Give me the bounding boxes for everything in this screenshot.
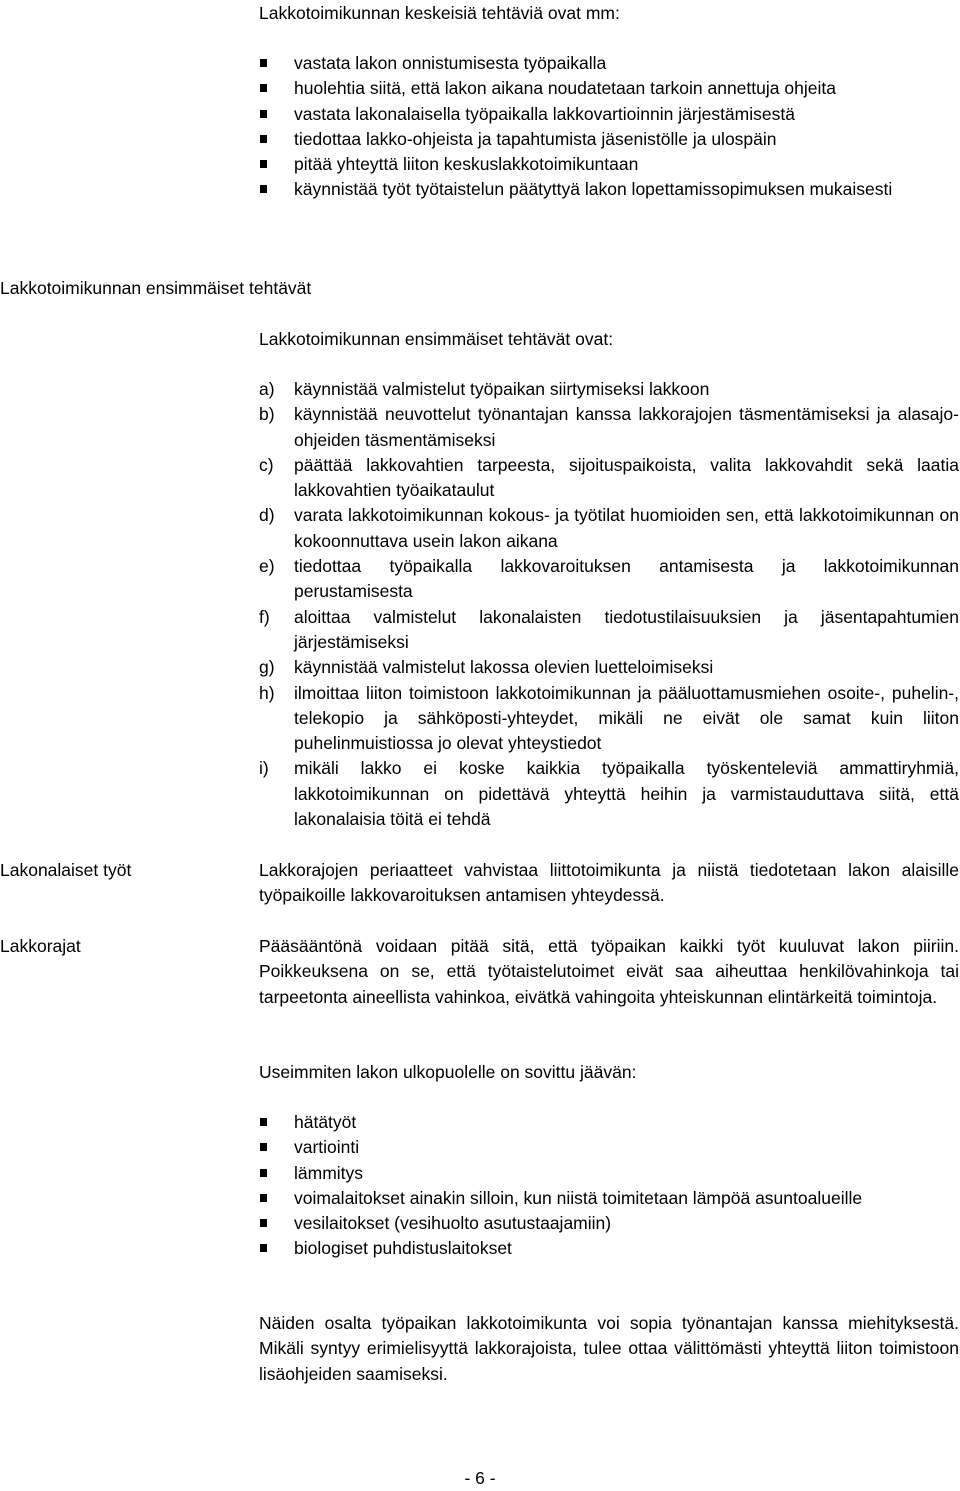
list-item: biologiset puhdistuslaitokset — [259, 1236, 959, 1261]
square-bullet-icon — [260, 1244, 267, 1252]
intro-heading: Lakkotoimikunnan keskeisiä tehtäviä ovat mm: — [259, 3, 620, 23]
side-label-first-tasks: Lakkotoimikunnan ensimmäiset tehtävät — [0, 278, 312, 298]
exclusions-list — [259, 1110, 959, 1262]
square-bullet-icon — [260, 59, 267, 67]
first-tasks-heading: Lakkotoimikunnan ensimmäiset tehtävät ovat: — [259, 329, 614, 349]
list-item: b) käynnistää neuvottelut työnantajan kanssa lakkorajojen täsmentämiseksi ja alasajo-ohjeiden täsmentämiseksi — [259, 404, 959, 450]
list-item: tiedottaa lakko-ohjeista ja tapahtumista jäsenistölle ja ulospäin — [259, 127, 959, 152]
list-item: käynnistää työt työtaistelun päätyttyä lakon lopettamissopimuksen mukaisesti — [259, 177, 959, 202]
square-bullet-icon — [260, 1169, 267, 1177]
square-bullet-icon — [260, 110, 267, 118]
list-item: f) aloittaa valmistelut lakonalaisten tiedotustilaisuuksien ja jäsentapahtumien järjestämiseksi — [259, 606, 959, 652]
list-item: d) varata lakkotoimikunnan kokous- ja työtilat huomioiden sen, että lakkotoimikunnan on kokoonnuttava usein lakon aikana — [259, 505, 959, 551]
list-item: lämmitys — [259, 1161, 959, 1186]
list-item: c) päättää lakkovahtien tarpeesta, sijoituspaikoista, valita lakkovahdit sekä laatia lakkovahtien työaikataulut — [259, 454, 959, 501]
list-item: i) mikäli lakko ei koske kaikkia työpaikalla työskenteleviä ammattiryhmiä, lakkotoimikunnan on pidettävä yhteyttä heihin ja varmistauduttava siitä, että lakonalaisia töitä ei tehdä — [259, 758, 959, 830]
side-label-strike-limits: Lakkorajat — [0, 936, 81, 956]
square-bullet-icon — [260, 1118, 267, 1126]
list-item: h) ilmoittaa liiton toimistoon lakkotoimikunnan ja pääluottamusmiehen osoite-, puhelin-, telekopio ja sähköposti-yhteydet, mikäli ne eivät ole samat kuin liiton puhelinmuistiossa jo olevat yhteystiedot — [259, 682, 959, 754]
list-item: vastata lakonalaisella työpaikalla lakkovartioinnin järjestämisestä — [259, 102, 959, 127]
list-item: vesilaitokset (vesihuolto asutustaajamiin) — [259, 1211, 959, 1236]
list-item: g) käynnistää valmistelut lakossa olevien luetteloimiseksi — [259, 657, 714, 678]
side-label-strike-work: Lakonalaiset työt — [0, 860, 132, 880]
closing-paragraph: Näiden osalta työpaikan lakkotoimikunta voi sopia työnantajan kanssa miehityksestä. Mikäli syntyy erimielisyyttä lakkorajoista, tulee ottaa välittömästi yhteyttä liiton toimistoon lisäohjeiden saamiseksi. — [259, 1313, 959, 1384]
key-tasks-list — [259, 51, 959, 203]
square-bullet-icon — [260, 160, 267, 168]
square-bullet-icon — [260, 185, 267, 193]
page-number: - 6 - — [464, 1468, 496, 1488]
strike-limits-paragraph: Pääsääntönä voidaan pitää sitä, että työpaikan kaikki työt kuuluvat lakon piiriin. Poikkeuksena on se, että työtaistelutoimet eivät saa aiheuttaa henkilövahinkoja tai tarpeetonta aineellista vahinkoa, eivätkä vahingoita yhteiskunnan elintärkeitä toimintoja. — [259, 936, 959, 1007]
square-bullet-icon — [260, 84, 267, 92]
square-bullet-icon — [260, 1194, 267, 1202]
list-item: a) käynnistää valmistelut työpaikan siirtymiseksi lakkoon — [259, 379, 710, 399]
list-item: pitää yhteyttä liiton keskuslakkotoimikuntaan — [259, 152, 959, 177]
list-item: hätätyöt — [259, 1110, 959, 1135]
strike-work-paragraph: Lakkorajojen periaatteet vahvistaa liittotoimikunta ja niistä tiedotetaan lakon alaisille työpaikoille lakkovaroituksen antamisen yhteydessä. — [259, 860, 959, 906]
list-item: huolehtia siitä, että lakon aikana noudatetaan tarkoin annettuja ohjeita — [259, 76, 959, 101]
list-item: voimalaitokset ainakin silloin, kun niistä toimitetaan lämpöä asuntoalueille — [259, 1186, 959, 1211]
first-tasks-list — [259, 377, 959, 832]
list-item: vastata lakon onnistumisesta työpaikalla — [259, 51, 959, 76]
square-bullet-icon — [260, 1219, 267, 1227]
list-item: e) tiedottaa työpaikalla lakkovaroituksen antamisesta ja lakkotoimikunnan perustamisesta — [259, 556, 959, 602]
list-item: vartiointi — [259, 1135, 959, 1160]
square-bullet-icon — [260, 135, 267, 143]
square-bullet-icon — [260, 1143, 267, 1151]
exclusions-heading: Useimmiten lakon ulkopuolelle on sovittu jäävän: — [259, 1062, 637, 1082]
